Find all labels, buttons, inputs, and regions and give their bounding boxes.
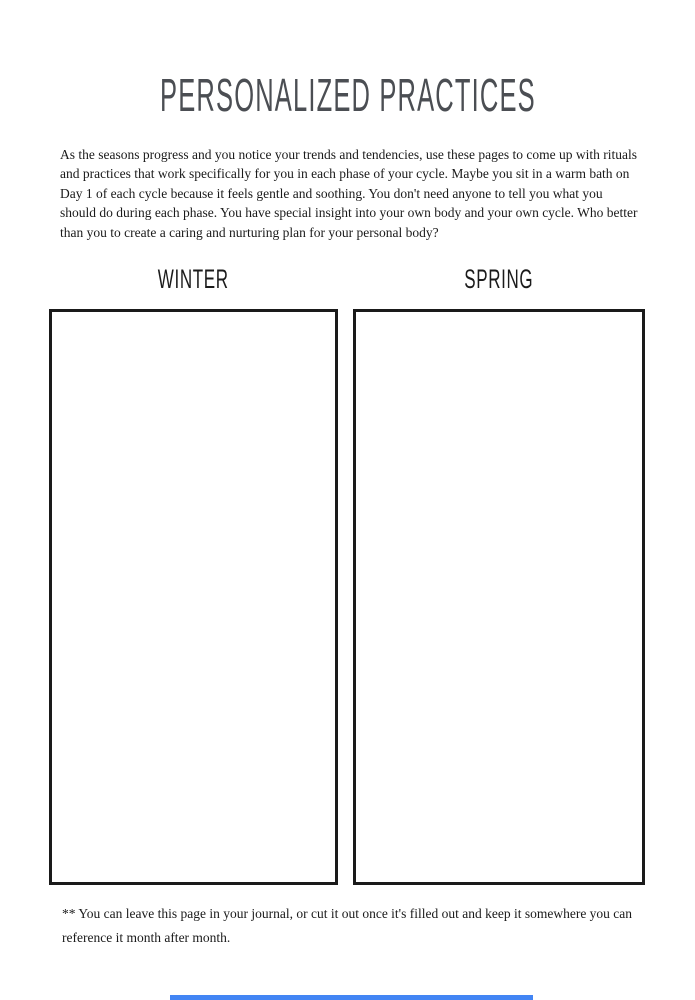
page-title: PERSONALIZED PRACTICES <box>159 70 536 122</box>
bottom-accent-bar <box>170 995 533 1000</box>
winter-writing-box[interactable] <box>49 309 338 885</box>
page-title-row <box>0 70 695 120</box>
footnote: ** You can leave this page in your journal, or cut it out once it's filled out and keep it somewhere you can reference it month after month. <box>62 905 633 945</box>
winter-section-header <box>49 264 338 295</box>
spring-section-header <box>353 264 645 295</box>
spring-writing-box[interactable] <box>353 309 645 885</box>
spring-label: SPRING <box>464 264 534 294</box>
winter-label: WINTER <box>158 264 229 294</box>
intro-paragraph: As the seasons progress and you notice your trends and tendencies, use these pages to come up with rituals and practices that work specifically for you in each phase of your cycle. Maybe you sit in a warm bath on Day 1 of each cycle because it feels gentle and soothing. You don't need anyone to tell you what you should do during each phase. You have special insight into your own body and your own cycle. Who better than you to create a caring and nurturing plan for your personal body? <box>60 146 638 240</box>
